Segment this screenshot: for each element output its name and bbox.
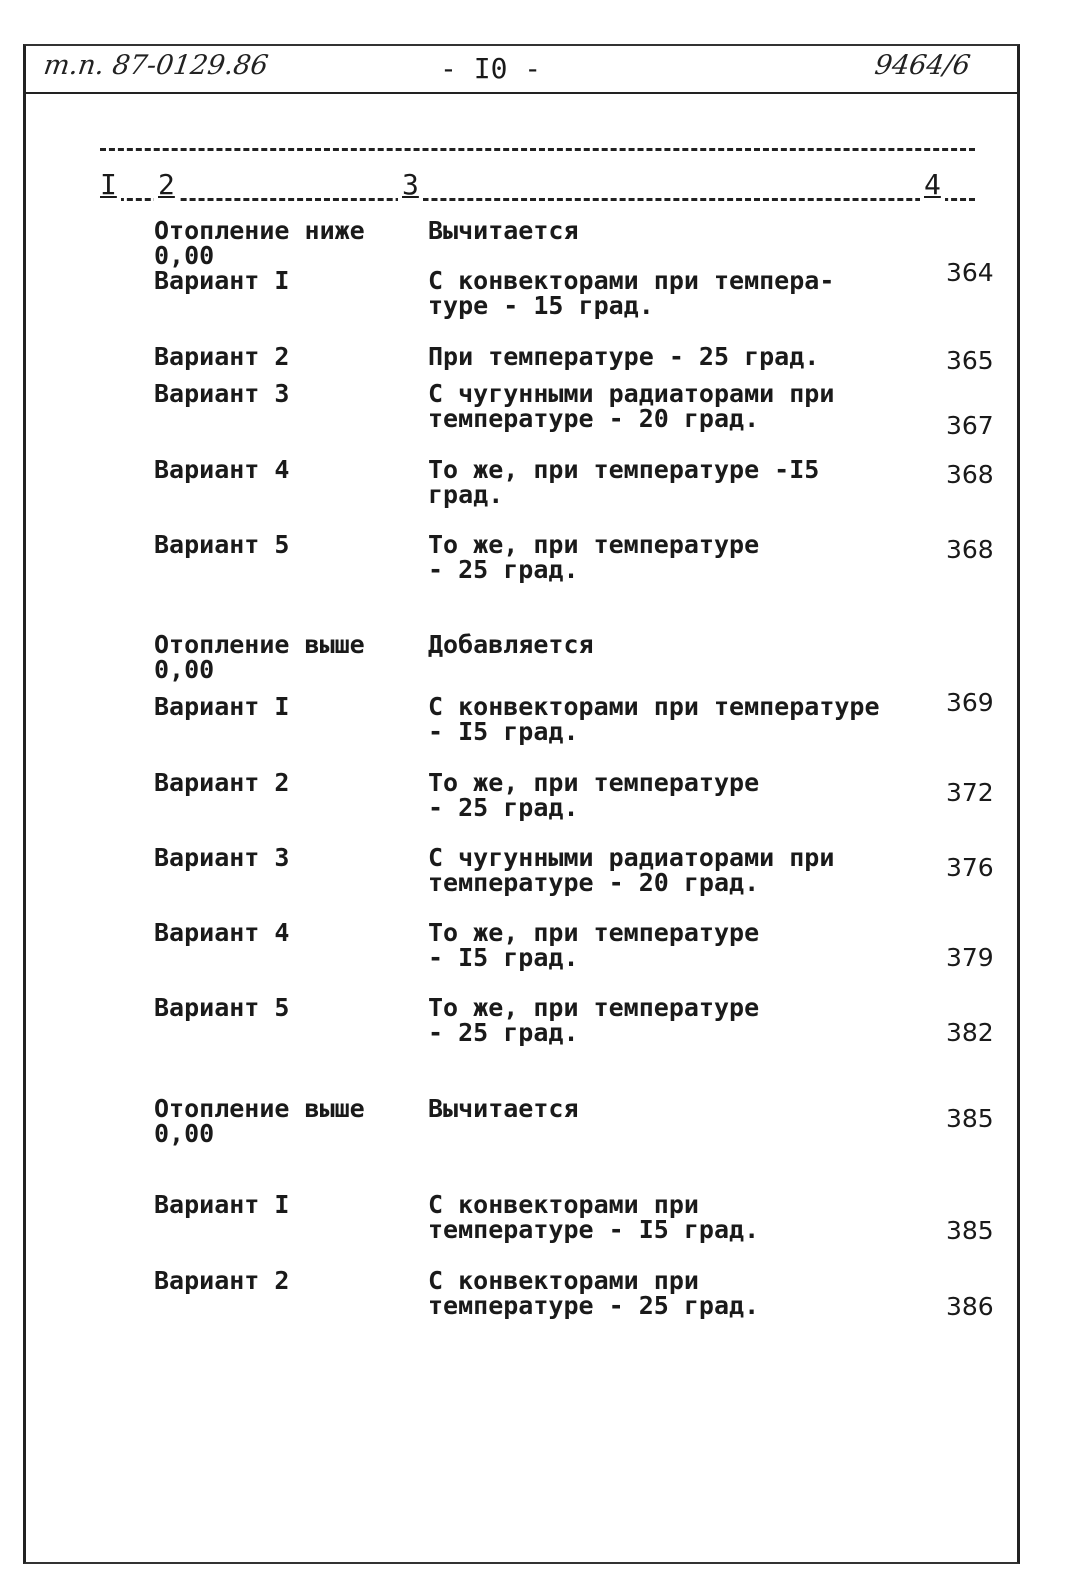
row-description: Добавляется [428,630,594,659]
row-description: С конвекторами при температуре - I5 град. [428,1190,760,1244]
row-description: То же, при температуре - 25 град. [428,530,760,584]
row-page-number: 367 [946,411,994,440]
row-description: То же, при температуре - I5 град. [428,918,760,972]
row-label: Вариант 2 [154,1266,290,1295]
column-header-4: 4 [920,168,945,201]
table-top-rule [100,148,975,151]
row-label: Вариант I [154,1190,290,1219]
row-page-number: 365 [946,346,994,375]
row-page-number: 385 [946,1104,994,1133]
row-description: С чугунными радиаторами при температуре - 20 град. [428,379,835,433]
row-description: С конвекторами при темпера- туре - 15 град. [428,266,835,320]
row-page-number: 376 [946,853,994,882]
row-label: Вариант 5 [154,993,290,1022]
row-description: Вычитается [428,216,579,245]
column-header-3: 3 [398,168,423,201]
page-number: - I0 - [440,52,542,85]
row-label: Вариант I [154,692,290,721]
sheet-code: 9464/6 [872,50,973,81]
row-page-number: 372 [946,778,994,807]
row-label: Вариант 5 [154,530,290,559]
row-page-number: 379 [946,943,994,972]
row-label: Отопление ниже 0,00 [154,216,365,270]
row-label: Вариант 3 [154,379,290,408]
row-description: То же, при температуре - 25 град. [428,768,760,822]
doc-code: т.п. 87-0129.86 [41,50,271,81]
row-label: Вариант I [154,266,290,295]
row-label: Вариант 3 [154,843,290,872]
row-page-number: 369 [946,688,994,717]
row-description: То же, при температуре - 25 град. [428,993,760,1047]
row-description: С конвекторами при температуре - 25 град. [428,1266,760,1320]
row-label: Вариант 2 [154,342,290,371]
row-page-number: 368 [946,535,994,564]
row-page-number: 382 [946,1018,994,1047]
row-label: Вариант 4 [154,455,290,484]
column-header-1: I [96,168,121,201]
row-description: При температуре - 25 град. [428,342,820,371]
row-label: Отопление выше 0,00 [154,1094,365,1148]
row-description: Вычитается [428,1094,579,1123]
row-page-number: 386 [946,1292,994,1321]
row-description: То же, при температуре -I5 град. [428,455,820,509]
column-header-rule [100,198,975,201]
row-label: Отопление выше 0,00 [154,630,365,684]
row-label: Вариант 4 [154,918,290,947]
row-page-number: 364 [946,258,994,287]
row-description: С чугунными радиаторами при температуре - 20 град. [428,843,835,897]
row-page-number: 385 [946,1216,994,1245]
row-description: С конвекторами при температуре - I5 град. [428,692,880,746]
column-header-2: 2 [154,168,179,201]
row-label: Вариант 2 [154,768,290,797]
header-divider [23,92,1020,94]
row-page-number: 368 [946,460,994,489]
